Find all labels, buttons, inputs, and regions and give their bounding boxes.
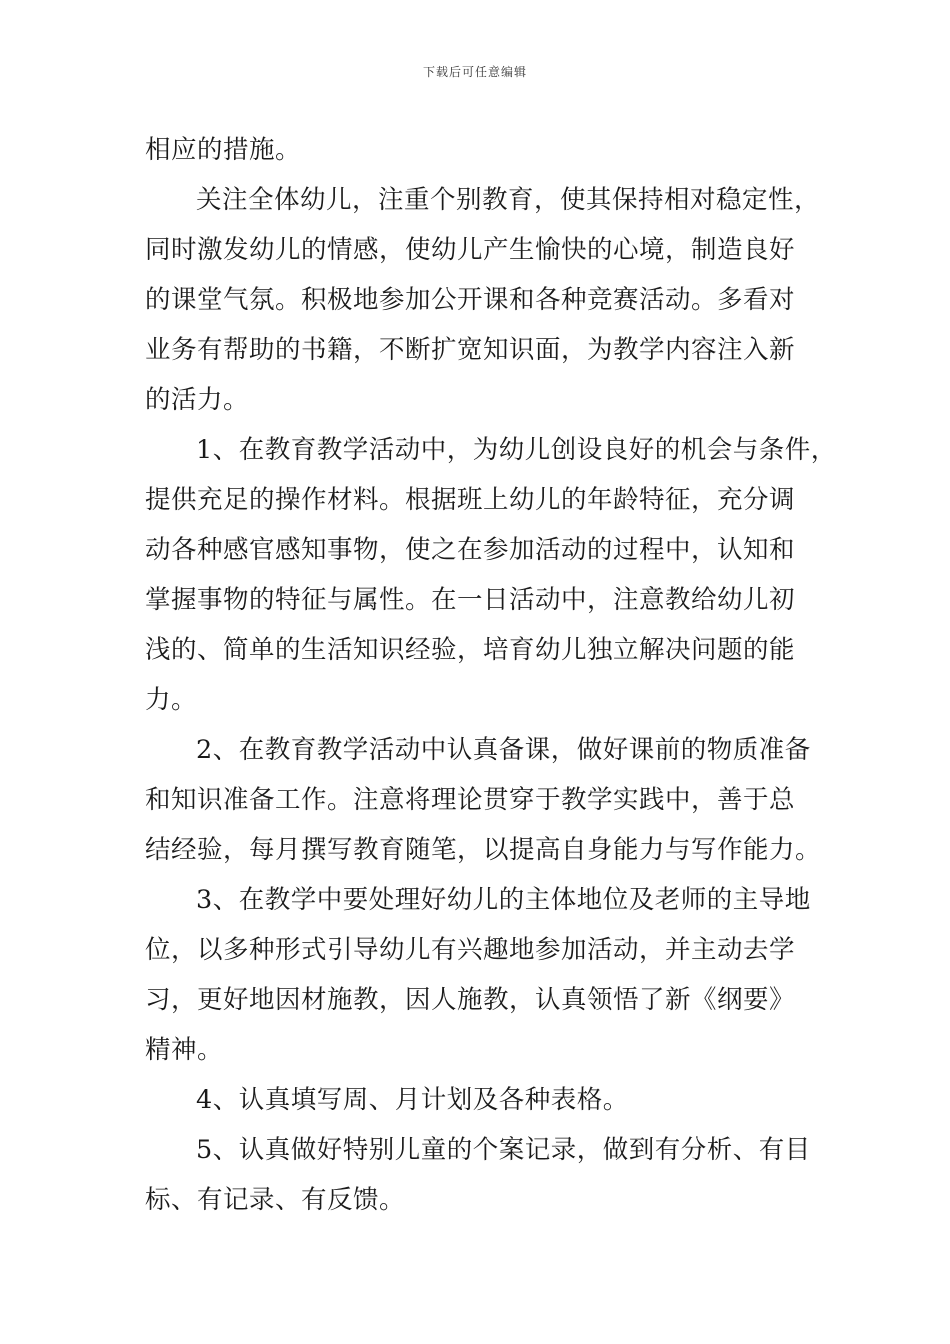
text-line: 5、认真做好特别儿童的个案记录，做到有分析、有目 — [196, 1135, 811, 1165]
text-line: 1、在教育教学活动中，为幼儿创设良好的机会与条件， — [196, 435, 837, 465]
text-line: 掌握事物的特征与属性。在一日活动中，注意教给幼儿初 — [145, 585, 796, 615]
text-line: 标、有记录、有反馈。 — [145, 1185, 406, 1215]
text-line: 结经验，每月撰写教育随笔，以提高自身能力与写作能力。 — [145, 835, 822, 865]
text-line: 力。 — [145, 685, 198, 715]
text-line: 3、在教学中要处理好幼儿的主体地位及老师的主导地 — [196, 885, 811, 915]
text-line: 4、认真填写周、月计划及各种表格。 — [196, 1085, 629, 1115]
text-line: 相应的措施。 — [145, 135, 302, 165]
body-text — [145, 125, 837, 1225]
text-line: 同时激发幼儿的情感，使幼儿产生愉快的心境，制造良好 — [145, 235, 796, 265]
header-note: 下载后可任意编辑 — [422, 65, 527, 79]
text-line: 浅的、简单的生活知识经验，培育幼儿独立解决问题的能 — [145, 635, 796, 665]
text-line: 动各种感官感知事物，使之在参加活动的过程中，认知和 — [145, 535, 796, 565]
text-line: 2、在教育教学活动中认真备课，做好课前的物质准备 — [196, 735, 811, 765]
text-line: 和知识准备工作。注意将理论贯穿于教学实践中，善于总 — [145, 785, 796, 815]
text-line: 提供充足的操作材料。根据班上幼儿的年龄特征，充分调 — [145, 485, 796, 515]
text-line: 习，更好地因材施教，因人施教，认真领悟了新《纲要》 — [145, 985, 796, 1015]
text-line: 关注全体幼儿，注重个别教育，使其保持相对稳定性， — [196, 185, 821, 215]
text-line: 的课堂气氛。积极地参加公开课和各种竞赛活动。多看对 — [145, 285, 796, 315]
text-line: 精神。 — [145, 1035, 224, 1065]
text-line: 的活力。 — [145, 385, 250, 415]
text-line: 业务有帮助的书籍，不断扩宽知识面，为教学内容注入新 — [145, 335, 796, 365]
text-line: 位，以多种形式引导幼儿有兴趣地参加活动，并主动去学 — [145, 935, 796, 965]
